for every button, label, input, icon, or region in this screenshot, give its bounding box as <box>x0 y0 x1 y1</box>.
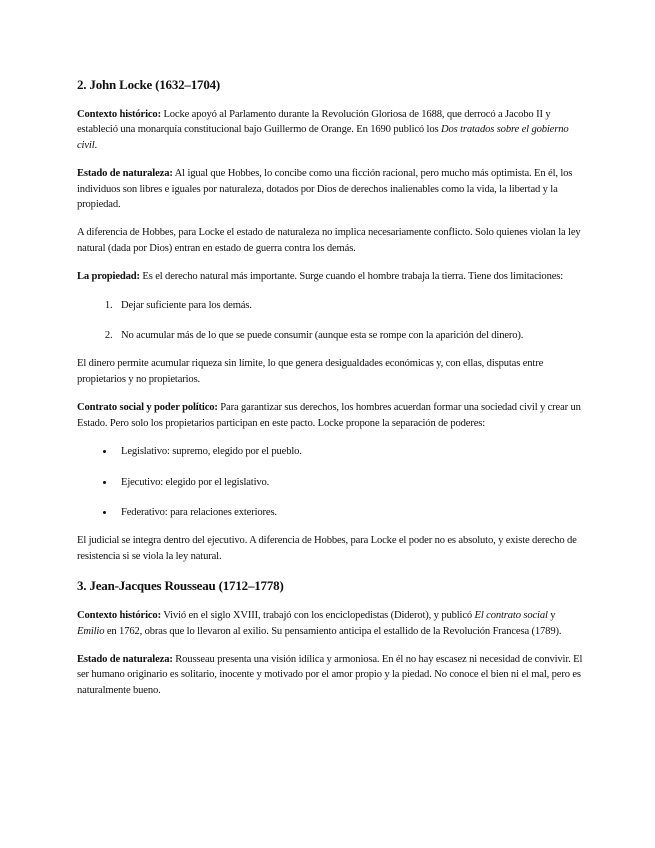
paragraph-locke-judicial: El judicial se integra dentro del ejecutivo. A diferencia de Hobbes, para Locke el poder no es absoluto, y existe derecho de resistencia si se viola la ley natural. <box>77 535 577 562</box>
list-item: • Legislativo: supremo, elegido por el pueblo. <box>115 444 583 459</box>
list-item: • Ejecutivo: elegido por el legislativo. <box>115 475 583 490</box>
label-contrato-social: Contrato social y poder político: <box>77 402 218 414</box>
book-title: El contrato social <box>474 610 548 622</box>
section-heading-rousseau: 3. Jean-Jacques Rousseau (1712–1778) <box>77 578 284 594</box>
paragraph-locke-diferencia: A diferencia de Hobbes, para Locke el estado de naturaleza no implica necesariamente conflicto. Solo quienes violan la ley natural (dada por Dios) entran en estado de guerra contra los demás. <box>77 227 581 254</box>
list-item: • Federativo: para relaciones exteriores. <box>115 505 583 520</box>
paragraph-locke-contrato: Contrato social y poder político: Para garantizar sus derechos, los hombres acuerdan formar una sociedad civil y crear un Estado. Pero solo los propietarios participan en este pacto. Locke propone la separación de poderes: <box>77 402 581 429</box>
paragraph-rousseau-contexto: Contexto histórico: Vivió en el siglo XVIII, trabajó con los enciclopedistas (Diderot), y publicó El contrato social y Emilio en 1762, obras que lo llevaron al exilio. Su pensamiento anticipa el estallido de la Revolución Francesa (1789). <box>77 610 562 637</box>
limitaciones-list <box>77 298 583 344</box>
list-item: 1. Dejar suficiente para los demás. <box>115 298 583 313</box>
section-heading-locke: 2. John Locke (1632–1704) <box>77 77 221 92</box>
book-title: Dos tratados sobre el gobierno civil <box>77 124 569 151</box>
list-item: 2. No acumular más de lo que se puede consumir (aunque esta se rompe con la aparición del dinero). <box>115 328 583 343</box>
label-contexto-historico: Contexto histórico: <box>77 610 161 622</box>
paragraph-rousseau-estado: Estado de naturaleza: Rousseau presenta una visión idílica y armoniosa. En él no hay escasez ni necesidad de convivir. El ser humano originario es solitario, inocente y motivado por el amor propio y la piedad. No conoce el bien ni el mal, pero es naturalmente bueno. <box>77 653 583 696</box>
paragraph-locke-dinero: El dinero permite acumular riqueza sin límite, lo que genera desigualdades económicas y, con ellas, disputas entre propietarios y no propietarios. <box>77 358 544 385</box>
paragraph-locke-contexto: Contexto histórico: Locke apoyó al Parlamento durante la Revolución Gloriosa de 1688, que derrocó a Jacobo II y estableció una monarquía constitucional bajo Guillermo de Orange. En 1690 publicó los Dos tratados sobre el gobierno civil. <box>77 109 569 151</box>
poderes-list <box>77 444 583 520</box>
paragraph-locke-estado: Estado de naturaleza: Al igual que Hobbes, lo concibe como una ficción racional, pero mucho más optimista. En él, los individuos son libres e iguales por naturaleza, dotados por Dios de derechos inalienables como la vida, la libertad y la propiedad. <box>77 168 573 211</box>
label-estado-naturaleza: Estado de naturaleza: <box>77 653 173 665</box>
label-contexto-historico: Contexto histórico: <box>77 109 161 120</box>
book-title: Emilio <box>77 625 105 637</box>
label-estado-naturaleza: Estado de naturaleza: <box>77 168 173 180</box>
paragraph-locke-propiedad: La propiedad: Es el derecho natural más importante. Surge cuando el hombre trabaja la tierra. Tiene dos limitaciones: <box>77 271 564 283</box>
label-propiedad: La propiedad: <box>77 271 140 283</box>
